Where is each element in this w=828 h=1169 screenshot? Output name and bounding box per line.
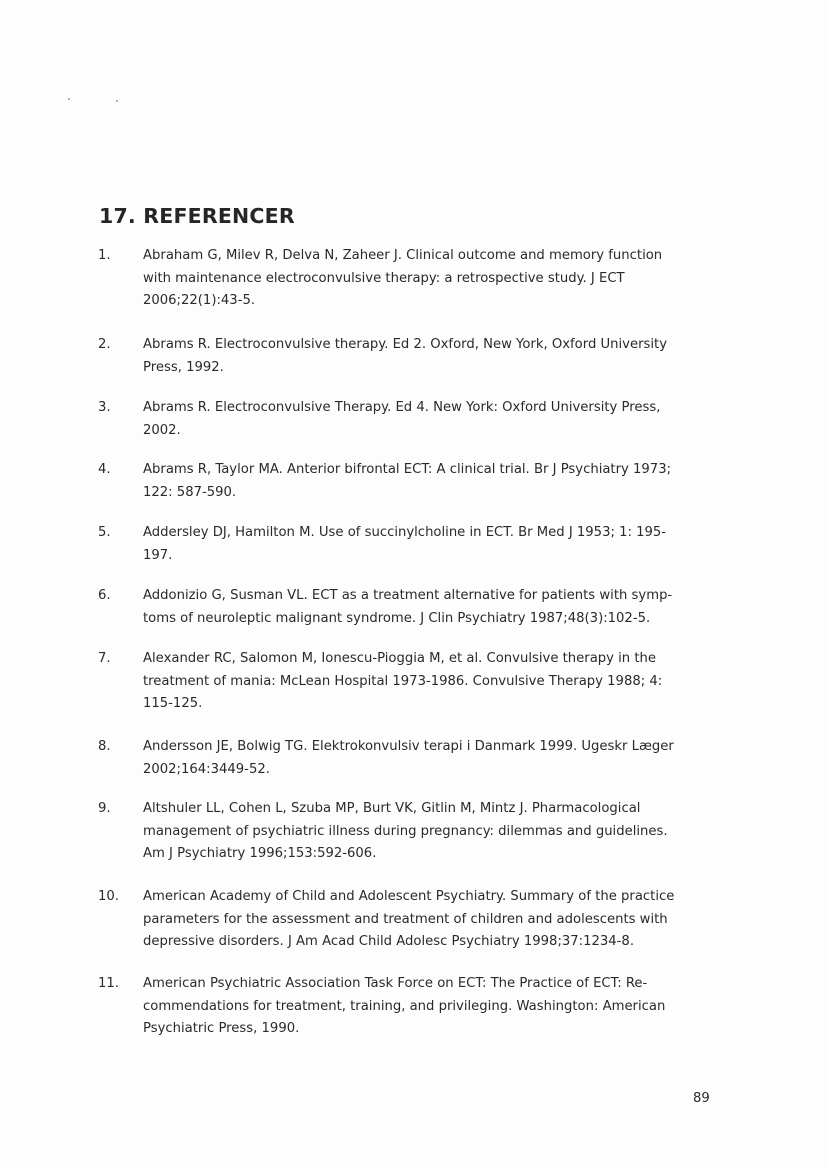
reference-line: parameters for the assessment and treatment of children and adolescents with (143, 911, 668, 927)
reference-line: 2002;164:3449-52. (143, 761, 270, 777)
reference-number: 1. (98, 248, 111, 263)
reference-text (143, 245, 723, 313)
reference-number: 9. (98, 801, 111, 816)
scan-artifact (68, 97, 120, 103)
section-heading: 17. REFERENCER (99, 204, 295, 228)
reference-text (143, 397, 723, 442)
reference-line: Abraham G, Milev R, Delva N, Zaheer J. Clinical outcome and memory function (143, 248, 663, 263)
reference-line: treatment of mania: McLean Hospital 1973-1986. Convulsive Therapy 1988; 4: (143, 673, 663, 689)
reference-line: Altshuler LL, Cohen L, Szuba MP, Burt VK, Gitlin M, Mintz J. Pharmacological (143, 801, 641, 816)
reference-number: 4. (98, 462, 111, 477)
reference-text (143, 334, 723, 379)
reference-line: Abrams R. Electroconvulsive Therapy. Ed 4. New York: Oxford University Press, (143, 400, 661, 415)
reference-line: 2002. (143, 422, 181, 438)
reference-number: 5. (98, 525, 111, 540)
reference-line: Abrams R. Electroconvulsive therapy. Ed 2. Oxford, New York, Oxford University (143, 337, 668, 352)
reference-line: Press, 1992. (143, 359, 224, 375)
reference-line: depressive disorders. J Am Acad Child Adolesc Psychiatry 1998;37:1234-8. (143, 934, 635, 950)
reference-text (143, 585, 723, 630)
reference-line: Psychiatric Press, 1990. (143, 1021, 300, 1037)
reference-number: 6. (98, 588, 111, 603)
reference-line: 122: 587-590. (143, 484, 237, 500)
reference-text (143, 798, 723, 866)
reference-text (143, 736, 723, 781)
reference-number: 3. (98, 400, 111, 415)
reference-text (143, 973, 723, 1041)
reference-number: 2. (98, 337, 111, 352)
reference-line: Am J Psychiatry 1996;153:592-606. (143, 846, 377, 862)
reference-line: 197. (143, 547, 173, 563)
reference-line: 115-125. (143, 696, 203, 712)
reference-number: 7. (98, 651, 111, 666)
reference-text (143, 648, 723, 716)
reference-line: American Psychiatric Association Task Force on ECT: The Practice of ECT: Re- (143, 976, 648, 991)
reference-line: toms of neuroleptic malignant syndrome. J Clin Psychiatry 1987;48(3):102-5. (143, 610, 651, 626)
reference-line: Addersley DJ, Hamilton M. Use of succinylcholine in ECT. Br Med J 1953; 1: 195- (143, 525, 667, 540)
reference-line: Alexander RC, Salomon M, Ionescu-Pioggia M, et al. Convulsive therapy in the (143, 651, 656, 666)
reference-line: Addonizio G, Susman VL. ECT as a treatment alternative for patients with symp- (143, 588, 673, 603)
reference-text (143, 459, 723, 504)
reference-line: with maintenance electroconvulsive therapy: a retrospective study. J ECT (143, 270, 625, 286)
reference-text (143, 886, 723, 954)
reference-line: American Academy of Child and Adolescent Psychiatry. Summary of the practice (143, 889, 675, 904)
reference-line: management of psychiatric illness during pregnancy: dilemmas and guidelines. (143, 823, 668, 839)
reference-line: commendations for treatment, training, and privileging. Washington: American (143, 998, 666, 1014)
reference-text (143, 522, 723, 567)
page-number: 89 (693, 1091, 710, 1106)
reference-number: 10. (98, 889, 119, 904)
reference-number: 11. (98, 976, 119, 991)
reference-line: Andersson JE, Bolwig TG. Elektrokonvulsiv terapi i Danmark 1999. Ugeskr Læger (143, 739, 674, 754)
reference-line: 2006;22(1):43-5. (143, 293, 256, 309)
reference-line: Abrams R, Taylor MA. Anterior bifrontal ECT: A clinical trial. Br J Psychiatry 1973; (143, 462, 672, 477)
reference-number: 8. (98, 739, 111, 754)
